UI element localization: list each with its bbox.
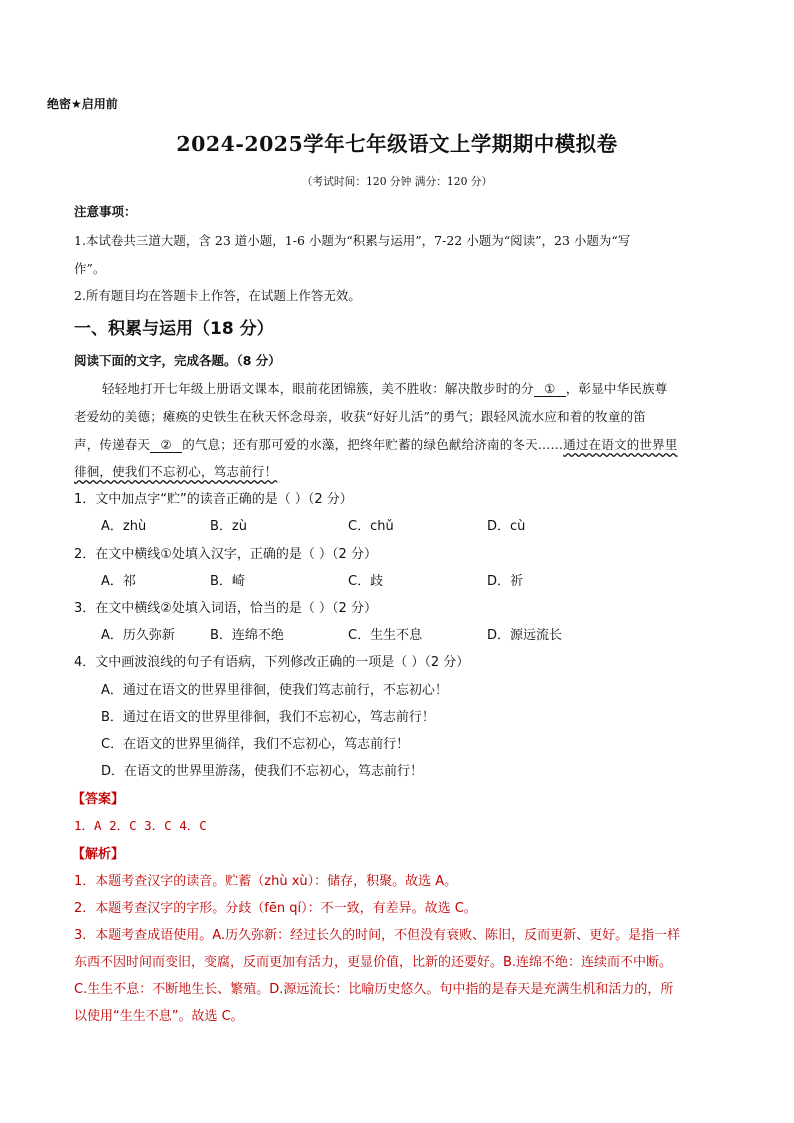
analysis-line-4: 东西不因时间而变旧，变腐，反而更加有活力，更显价值，比新的还要好。B.连绵不绝：连续而不中断。 [74,955,673,970]
question-4: 4．文中画波浪线的句子有语病，下列修改正确的一项是（ ）（2 分） [74,655,470,670]
question-1: 1．文中加点字“贮”的读音正确的是（ ）（2 分） [74,492,353,507]
notice-item-1-line-1: 1.本试卷共三道大题，含 23 道小题，1-6 小题为“积累与运用”，7-22 小题为“阅读”，23 小题为“写 [74,233,631,248]
passage-text: 的气息；还有那可爱的水藻，把终年贮蓄的绿色献给济南的冬天…… [182,437,564,452]
option-2a: A．祁 [101,574,136,589]
option-1a: A．zhù [101,519,147,534]
wavy-sentence: 通过在语文的世界里 [563,437,678,452]
passage-text: 轻轻地打开七年级上册语文课本，眼前花团锦簇，美不胜收：解决散步时的分 [102,381,534,396]
option-2d: D．祈 [487,574,524,589]
option-3a: A．历久弥新 [101,628,175,643]
option-1b: B．zù [210,519,247,534]
question-2: 2．在文中横线①处填入汉字，正确的是（ ）（2 分） [74,547,377,562]
analysis-line-6: 以使用“生生不息”。故选 C。 [74,1009,244,1024]
analysis-heading: 【解析】 [72,847,125,862]
page-title: 2024-2025学年七年级语文上学期期中模拟卷 [176,132,618,156]
notice-item-2: 2.所有题目均在答题卡上作答，在试题上作答无效。 [74,288,361,303]
option-1d: D．cù [487,519,526,534]
option-3c: C．生生不息 [348,628,423,643]
question-3: 3．在文中横线②处填入词语，恰当的是（ ）（2 分） [74,601,377,616]
confidential-mark: 绝密★启用前 [47,97,118,111]
passage-line-1 [102,379,667,397]
blank-2: ② [150,437,182,453]
passage-line-4 [74,462,277,480]
answer-heading: 【答案】 [72,792,125,807]
option-1c: C．chǔ [348,519,394,534]
notice-item-1-line-2: 作”。 [74,261,106,276]
option-4c: C．在语文的世界里徜徉，我们不忘初心，笃志前行！ [101,737,410,752]
blank-1: ① [534,381,566,397]
passage-line-2: 老爱幼的美德；瘫痪的史铁生在秋天怀念母亲，收获“好好儿活”的勇气；跟轻风流水应和着的牧童的笛 [74,409,646,424]
analysis-line-5: C.生生不息：不断地生长、繁殖。D.源远流长：比喻历史悠久。句中指的是春天是充满生机和活力的，所 [74,982,674,997]
passage-text: 声，传递春天 [74,437,151,452]
reading-instruction: 阅读下面的文字，完成各题。（8 分） [74,353,281,368]
option-4b: B．通过在语文的世界里徘徊，我们不忘初心，笃志前行！ [101,710,435,725]
passage-line-3 [74,435,678,453]
section-title: 一、积累与运用（18 分） [74,319,274,339]
option-3b: B．连绵不绝 [210,628,284,643]
analysis-line-1: 1．本题考查汉字的读音。贮蓄（zhù xù）：储存，积聚。故选 A。 [74,874,458,889]
option-2c: C．歧 [348,574,384,589]
passage-text: ，彰显中华民族尊 [565,381,668,396]
option-2b: B．崎 [210,574,245,589]
analysis-line-3: 3．本题考查成语使用。A.历久弥新：经过长久的时间，不但没有衰败、陈旧，反而更新、更好。是指一样 [74,928,681,943]
notice-title: 注意事项： [74,204,137,219]
exam-info: （考试时间：120 分钟 满分：120 分） [301,175,493,188]
wavy-sentence: 徘徊，使我们不忘初心，笃志前行！ [74,464,278,479]
answer-text: 1．A 2．C 3．C 4．C [74,818,207,833]
option-3d: D．源远流长 [487,628,563,643]
analysis-line-2: 2．本题考查汉字的字形。分歧（fēn qí）：不一致，有差异。故选 C。 [74,901,477,916]
option-4a: A．通过在语文的世界里徘徊，使我们笃志前行，不忘初心！ [101,683,448,698]
option-4d: D．在语文的世界里游荡，使我们不忘初心，笃志前行！ [101,764,424,779]
